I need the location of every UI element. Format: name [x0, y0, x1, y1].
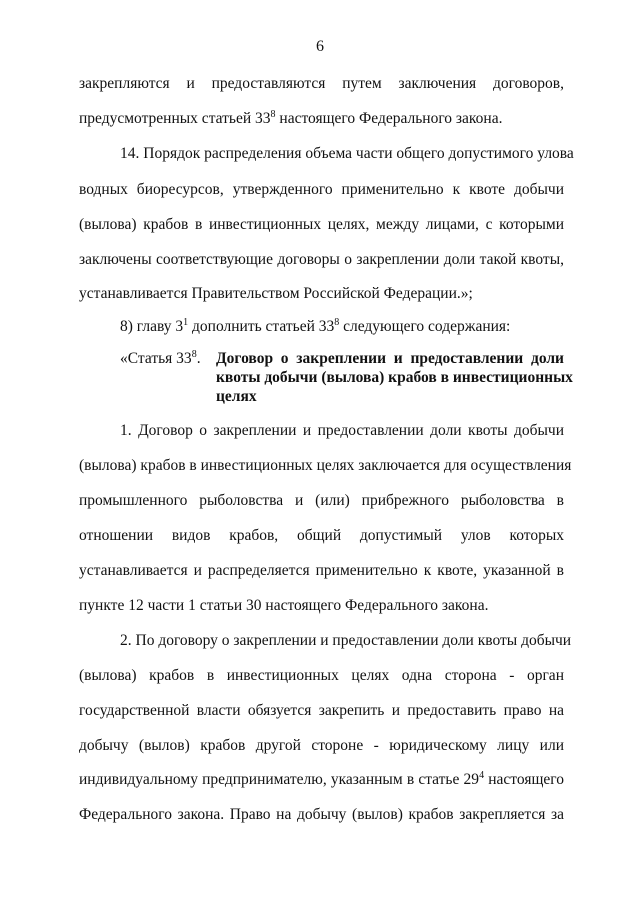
text-span: (вылова) крабов в инвестиционных целях заключается для осуществления [79, 457, 572, 474]
superscript: 8 [191, 349, 197, 360]
text-span: закрепляются и предоставляются путем заключения договоров, [79, 75, 564, 92]
text-span: (вылова) крабов в инвестиционных целях одна сторона - орган [79, 667, 564, 684]
article-title-line [216, 350, 564, 368]
text-line [79, 737, 564, 755]
superscript: 4 [479, 770, 485, 781]
text-span: 1. Договор о закреплении и предоставлении доли квоты добычи [120, 422, 564, 439]
text-span: устанавливается Правительством Российской Федерации.»; [79, 285, 473, 302]
text-span: отношении видов крабов, общий допустимый улов которых [79, 527, 564, 544]
text-span: индивидуальному предпринимателю, указанным в статье 29 [79, 771, 480, 788]
text-line [79, 702, 564, 720]
text-span: настоящего Федерального закона. [275, 110, 503, 127]
text-span: предусмотренных статьей 33 [79, 110, 271, 127]
text-span: заключены соответствующие договоры о закреплении доли такой квоты, [79, 251, 564, 268]
article-title-line [216, 369, 573, 387]
text-span: «Статья 33 [120, 350, 192, 367]
text-line [79, 75, 564, 93]
text-line [79, 492, 564, 510]
text-line [79, 285, 564, 303]
text-line [79, 562, 564, 580]
article-label [120, 350, 201, 368]
text-line [79, 457, 572, 475]
page-number: 6 [316, 38, 324, 55]
text-span: 2. По договору о закреплении и предоставлении доли квоты добычи [120, 632, 572, 649]
superscript: 8 [334, 317, 340, 328]
superscript: 1 [183, 317, 189, 328]
text-span: пункте 12 части 1 статьи 30 настоящего Федерального закона. [79, 597, 489, 614]
text-span: квоты добычи (вылова) крабов в инвестиционных [216, 369, 573, 386]
text-span: . [196, 350, 201, 367]
text-line [79, 110, 564, 128]
text-span: Договор о закреплении и предоставлении доли [216, 350, 564, 367]
text-line [120, 632, 572, 650]
text-line [120, 145, 574, 163]
text-span: настоящего [484, 771, 564, 788]
text-line [79, 527, 564, 545]
text-span: 8) главу 3 [120, 318, 184, 335]
text-span: устанавливается и распределяется применительно к квоте, указанной в [79, 562, 564, 579]
text-line [120, 318, 564, 336]
text-line [79, 181, 564, 199]
text-span: промышленного рыболовства и (или) прибрежного рыболовства в [79, 492, 564, 509]
article-title-line [216, 388, 564, 406]
text-line [79, 216, 564, 234]
text-line [79, 667, 564, 685]
text-span: Федерального закона. Право на добычу (вылов) крабов закрепляется за [79, 806, 564, 823]
text-span: (вылова) крабов в инвестиционных целях, между лицами, с которыми [79, 216, 564, 233]
text-span: 14. Порядок распределения объема части общего допустимого улова [120, 145, 574, 162]
text-line [120, 422, 564, 440]
text-line [79, 597, 564, 615]
text-span: целях [216, 388, 257, 405]
text-span: водных биоресурсов, утвержденного применительно к квоте добычи [79, 181, 564, 198]
text-line [79, 806, 564, 824]
superscript: 8 [270, 109, 276, 120]
text-span: следующего содержания: [339, 318, 511, 335]
text-span: государственной власти обязуется закрепить и предоставить право на [79, 702, 564, 719]
text-line [79, 771, 564, 789]
text-span: дополнить статьей 33 [188, 318, 335, 335]
text-span: добычу (вылов) крабов другой стороне - юридическому лицу или [79, 737, 564, 754]
text-line [79, 251, 564, 269]
